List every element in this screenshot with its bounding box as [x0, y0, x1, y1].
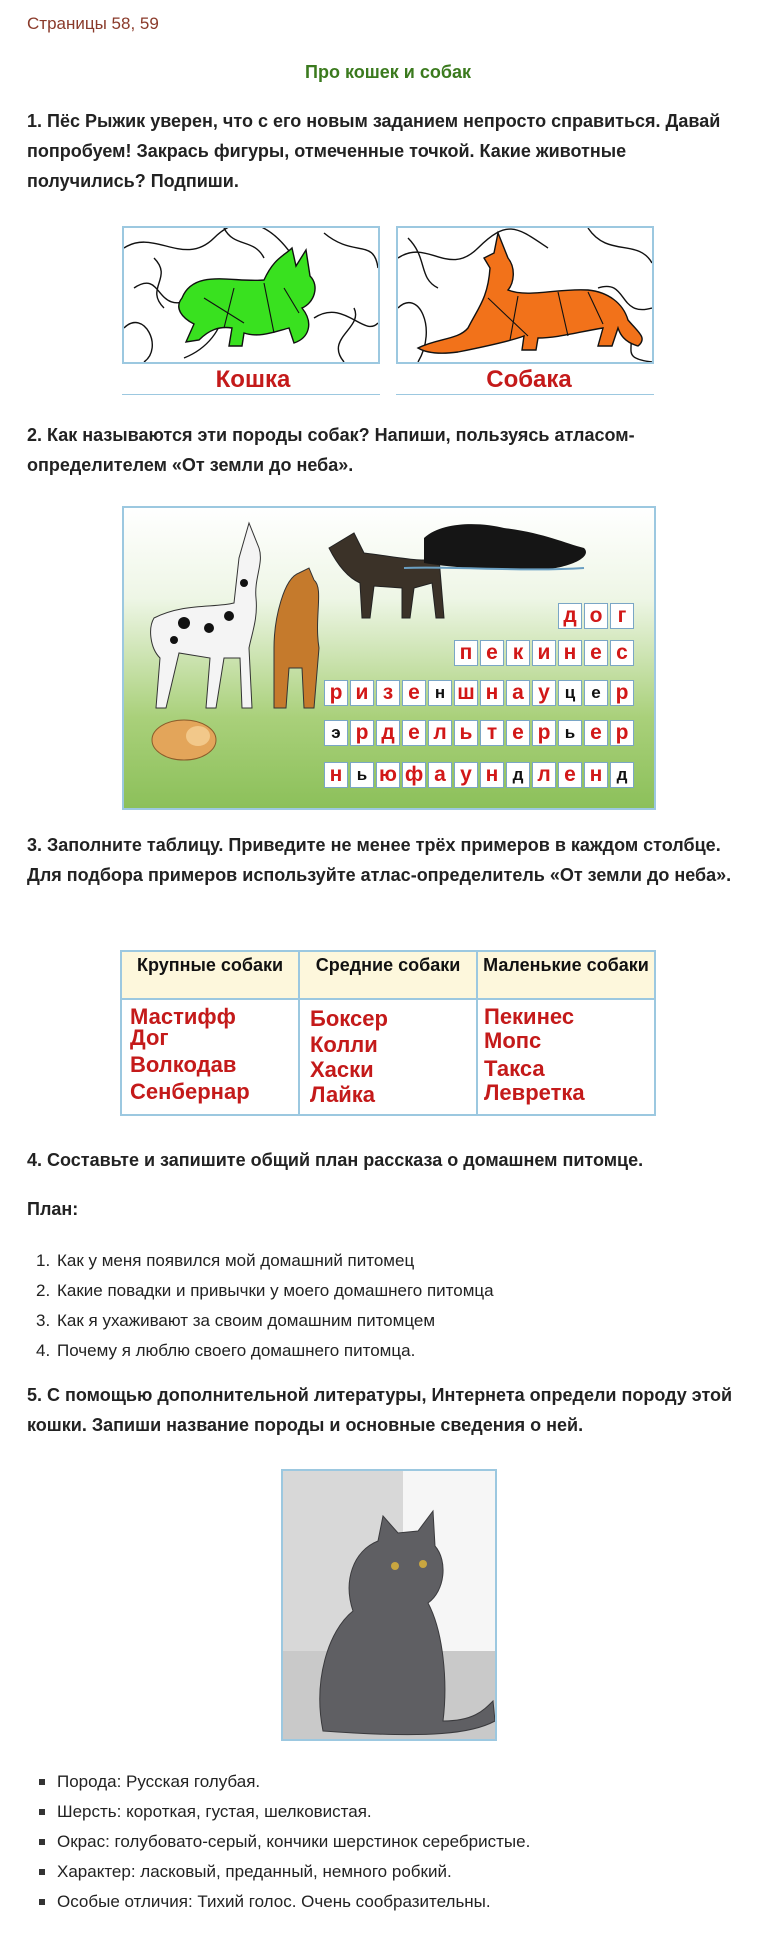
cat-photo	[281, 1469, 497, 1741]
letter-tile: р	[324, 680, 348, 706]
list-item: 3. Как я ухаживают за своим домашним питомцем	[36, 1311, 436, 1330]
letter-tile: и	[350, 680, 374, 706]
table-cell: Колли	[310, 1032, 378, 1057]
letter-tile: р	[532, 720, 556, 746]
letter-tile: у	[454, 762, 478, 788]
letter-tile: ь	[558, 720, 582, 746]
list-item: 2. Какие повадки и привычки у моего домашнего питомца	[36, 1281, 494, 1300]
letter-tile: е	[558, 762, 582, 788]
letter-tile: е	[480, 640, 504, 666]
letter-tile: э	[324, 720, 348, 746]
letter-tile: у	[532, 680, 556, 706]
list-item: Порода: Русская голубая.	[57, 1767, 530, 1797]
table-cell: Пекинес	[484, 1004, 575, 1029]
pages-label: Страницы 58, 59	[27, 14, 159, 33]
table-cell: Боксер	[310, 1006, 388, 1031]
letter-tile: к	[506, 640, 530, 666]
table-cell: Дог	[130, 1025, 169, 1050]
word-row-4	[324, 720, 636, 746]
newfoundland-figure	[424, 524, 586, 570]
table-cell: Волкодав	[130, 1052, 237, 1077]
list-item: 4. Почему я люблю своего домашнего питомца.	[36, 1341, 416, 1360]
letter-tile: а	[428, 762, 452, 788]
letter-tile: д	[506, 762, 530, 788]
letter-tile: ь	[454, 720, 478, 746]
plan-list	[36, 1246, 494, 1366]
task-4-text: 4. Составьте и запишите общий план рассказа о домашнем питомце.	[27, 1150, 644, 1170]
letter-tile: ц	[558, 680, 582, 706]
letter-tile: т	[480, 720, 504, 746]
letter-tile: п	[454, 640, 478, 666]
page-title: Про кошек и собак	[305, 62, 471, 82]
letter-tile: е	[506, 720, 530, 746]
dog-caption: Собака	[486, 366, 572, 393]
list-item: 1. Как у меня появился мой домашний питомец	[36, 1251, 415, 1270]
dog-caption-underline	[396, 394, 654, 395]
letter-tile: р	[610, 720, 634, 746]
list-item: Окрас: голубовато-серый, кончики шерстинок серебристые.	[57, 1827, 530, 1857]
dog-coloring-picture	[396, 226, 654, 364]
letter-tile: н	[324, 762, 348, 788]
letter-tile: л	[532, 762, 556, 788]
letter-tile: л	[428, 720, 452, 746]
cat-caption: Кошка	[215, 366, 291, 393]
letter-tile: ю	[376, 762, 400, 788]
cat-caption-underline	[122, 394, 380, 395]
letter-tile: н	[558, 640, 582, 666]
letter-tile: д	[610, 762, 634, 788]
column-medium	[300, 1000, 478, 1114]
dog-coloring-svg	[398, 228, 652, 362]
column-large	[122, 1000, 300, 1114]
letter-tile: н	[428, 680, 452, 706]
cat-shape	[179, 248, 315, 346]
letter-tile: н	[480, 762, 504, 788]
letter-tile: е	[402, 720, 426, 746]
table-cell: Сенбернар	[130, 1079, 250, 1104]
dog-shape	[418, 233, 642, 353]
letter-tile: ф	[402, 762, 426, 788]
dog-size-table	[120, 950, 656, 1116]
task-3-text: 3. Заполните таблицу. Приведите не менее трёх примеров в каждом столбце. Для подбора примеров используйте атлас-определитель «От земли до неба».	[27, 835, 732, 885]
letter-tile: р	[350, 720, 374, 746]
letter-tile: е	[584, 640, 608, 666]
table-cell: Мастифф	[130, 1004, 236, 1029]
table-cell: Лайка	[310, 1082, 375, 1107]
column-header-large: Крупные собаки	[122, 952, 300, 1000]
task-2-text: 2. Как называются эти породы собак? Напиши, пользуясь атласом-определителем «От земли до неба».	[27, 425, 635, 475]
letter-tile: е	[584, 680, 608, 706]
great-dane-figure	[151, 523, 261, 708]
letter-tile: и	[532, 640, 556, 666]
table-cell: Хаски	[310, 1057, 374, 1082]
cat-photo-illustration	[283, 1471, 495, 1739]
column-header-medium: Средние собаки	[300, 952, 478, 1000]
letter-tile: г	[610, 603, 634, 629]
cat-facts-list	[57, 1767, 530, 1917]
dog-breeds-picture	[122, 506, 656, 810]
table-cell: Левретка	[484, 1080, 585, 1105]
letter-tile: с	[610, 640, 634, 666]
task-5-text: 5. С помощью дополнительной литературы, Интернета определи породу этой кошки. Запиши название породы и основные сведения о ней.	[27, 1385, 733, 1435]
word-row-5	[324, 762, 636, 788]
column-header-small: Маленькие собаки	[478, 952, 654, 1000]
list-item: Особые отличия: Тихий голос. Очень сообразительны.	[57, 1887, 530, 1917]
airedale-figure	[274, 568, 319, 708]
letter-tile: д	[558, 603, 582, 629]
letter-tile: з	[376, 680, 400, 706]
list-item: Шерсть: короткая, густая, шелковистая.	[57, 1797, 530, 1827]
letter-tile: р	[610, 680, 634, 706]
letter-tile: н	[584, 762, 608, 788]
column-small	[478, 1000, 654, 1114]
plan-label: План:	[27, 1199, 79, 1219]
letter-tile: е	[402, 680, 426, 706]
task-1-text: 1. Пёс Рыжик уверен, что с его новым заданием непросто справиться. Давай попробуем! Закрась фигуры, отмеченные точкой. Какие животные получились? Подпиши.	[27, 111, 721, 191]
table-cell: Мопс	[484, 1028, 542, 1053]
word-row-1	[558, 603, 636, 629]
list-item: Характер: ласковый, преданный, немного робкий.	[57, 1857, 530, 1887]
table-cell: Такса	[484, 1056, 545, 1081]
letter-tile: а	[506, 680, 530, 706]
word-row-3	[324, 680, 636, 706]
letter-tile: ш	[454, 680, 478, 706]
letter-tile: е	[584, 720, 608, 746]
cat-coloring-svg	[124, 228, 378, 362]
letter-tile: н	[480, 680, 504, 706]
letter-tile: д	[376, 720, 400, 746]
letter-tile: о	[584, 603, 608, 629]
cat-coloring-picture	[122, 226, 380, 364]
word-row-2	[454, 640, 636, 666]
letter-tile: ь	[350, 762, 374, 788]
